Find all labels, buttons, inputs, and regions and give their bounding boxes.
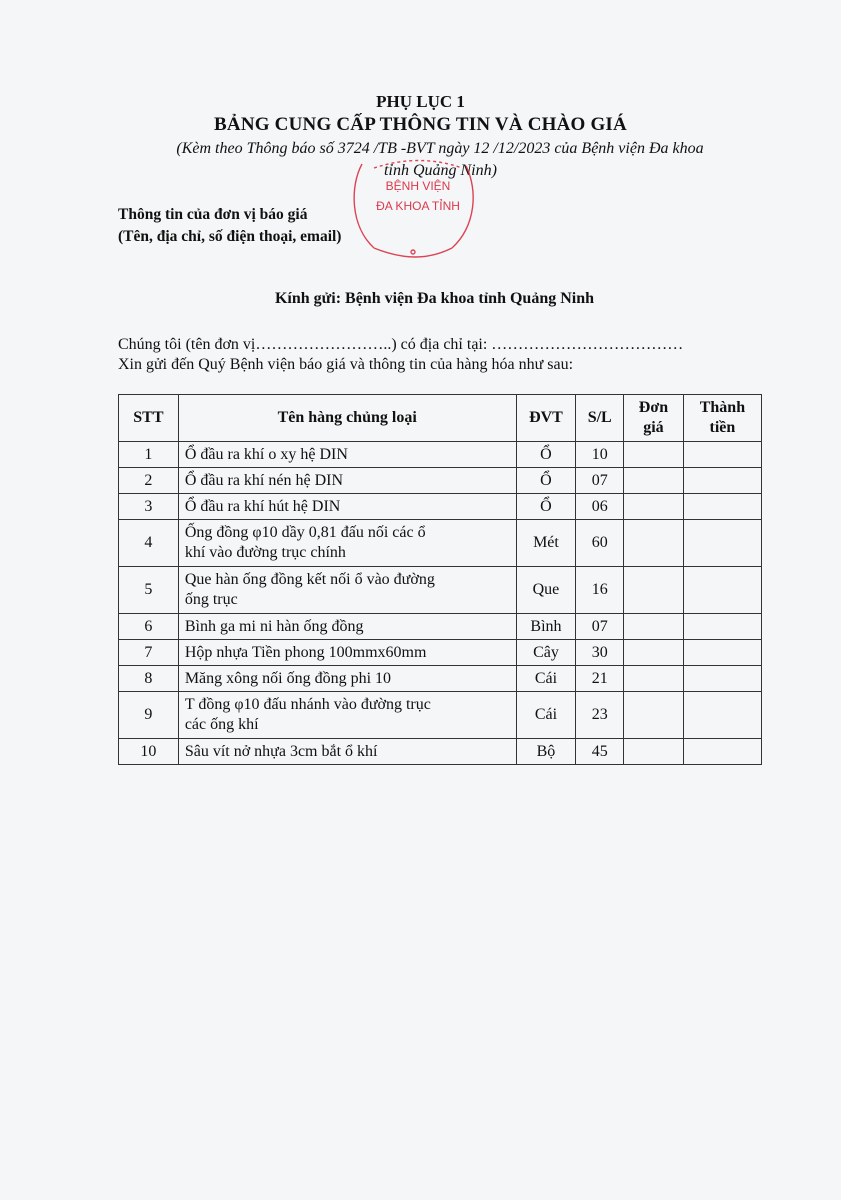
- row-name: [178, 494, 516, 520]
- header-qty: S/L: [576, 395, 624, 442]
- row-name: [178, 640, 516, 666]
- row-total[interactable]: [683, 468, 761, 494]
- row-unit-price[interactable]: [624, 468, 684, 494]
- row-name-l1: Sâu vít nở nhựa 3cm bắt ổ khí: [184, 742, 378, 760]
- intro-line-2: Xin gửi đến Quý Bệnh viện báo giá và thông tin của hàng hóa như sau:: [118, 356, 574, 373]
- row-unit-price[interactable]: [624, 692, 684, 739]
- stamp-line-1: BỆNH VIỆN: [385, 179, 451, 193]
- row-unit: Bình: [516, 614, 576, 640]
- row-name: [178, 666, 516, 692]
- row-stt: 5: [119, 567, 179, 614]
- row-qty: 06: [576, 494, 624, 520]
- row-name: [178, 692, 516, 739]
- row-unit: Ổ: [516, 494, 576, 520]
- header-unit-price-l2: giá: [643, 419, 664, 436]
- stamp-line-2: ĐA KHOA TỈNH: [376, 199, 460, 213]
- row-name-l1: Ổ đầu ra khí nén hệ DIN: [184, 471, 343, 489]
- table-row: [119, 666, 762, 692]
- row-unit-price[interactable]: [624, 442, 684, 468]
- row-total[interactable]: [683, 666, 761, 692]
- table-row: [119, 494, 762, 520]
- row-total[interactable]: [683, 520, 761, 567]
- row-name-l1: Ổ đầu ra khí o xy hệ DIN: [184, 445, 348, 463]
- row-name: [178, 614, 516, 640]
- row-name-l1: Que hàn ống đồng kết nối ổ vào đường: [184, 571, 435, 588]
- table-row: [119, 520, 762, 567]
- header-stt: STT: [119, 395, 179, 442]
- table-row: [119, 739, 762, 765]
- row-unit-price[interactable]: [624, 494, 684, 520]
- row-stt: 1: [119, 442, 179, 468]
- reference-line-1: (Kèm theo Thông báo số 3724 /TB -BVT ngày 12 /12/2023 của Bệnh viện Đa khoa: [176, 140, 704, 157]
- row-stt: 4: [119, 520, 179, 567]
- row-unit: Cái: [516, 692, 576, 739]
- table-header-row: [119, 395, 762, 442]
- appendix-label: PHỤ LỤC 1: [376, 92, 465, 111]
- table-row: [119, 614, 762, 640]
- row-name-l1: Măng xông nối ống đồng phi 10: [184, 669, 392, 687]
- row-unit: Cái: [516, 666, 576, 692]
- table-row: [119, 640, 762, 666]
- row-stt: 2: [119, 468, 179, 494]
- intro-line-1: Chúng tôi (tên đơn vị……………………..) có địa chỉ tại: ………………………………: [118, 336, 684, 353]
- row-stt: 8: [119, 666, 179, 692]
- row-stt: 9: [119, 692, 179, 739]
- row-name-l2: ống trục: [184, 591, 238, 608]
- row-stt: 10: [119, 739, 179, 765]
- row-name: [178, 567, 516, 614]
- row-name: [178, 468, 516, 494]
- row-name: [178, 442, 516, 468]
- row-name-l1: Ống đồng φ10 dầy 0,81 đấu nối các ổ: [184, 524, 426, 541]
- row-total[interactable]: [683, 692, 761, 739]
- header-total: [683, 395, 761, 442]
- row-name: [178, 520, 516, 567]
- header-unit-price: [624, 395, 684, 442]
- row-qty: 16: [576, 567, 624, 614]
- row-qty: 10: [576, 442, 624, 468]
- row-qty: 30: [576, 640, 624, 666]
- vendor-info-label: Thông tin của đơn vị báo giá: [118, 206, 308, 223]
- table-row: [119, 692, 762, 739]
- row-unit: Ổ: [516, 468, 576, 494]
- row-name-l1: Ổ đầu ra khí hút hệ DIN: [184, 497, 341, 515]
- table-row: [119, 567, 762, 614]
- row-unit: Ổ: [516, 442, 576, 468]
- row-qty: 23: [576, 692, 624, 739]
- row-total[interactable]: [683, 739, 761, 765]
- row-unit-price[interactable]: [624, 567, 684, 614]
- row-stt: 7: [119, 640, 179, 666]
- row-name: [178, 739, 516, 765]
- header-total-l1: Thành: [699, 399, 746, 416]
- row-stt: 3: [119, 494, 179, 520]
- row-qty: 60: [576, 520, 624, 567]
- row-unit: Cây: [516, 640, 576, 666]
- row-total[interactable]: [683, 614, 761, 640]
- row-qty: 45: [576, 739, 624, 765]
- header-unit: ĐVT: [516, 395, 576, 442]
- row-unit-price[interactable]: [624, 614, 684, 640]
- row-unit: Que: [516, 567, 576, 614]
- row-stt: 6: [119, 614, 179, 640]
- row-name-l1: T đồng φ10 đấu nhánh vào đường trục: [184, 696, 431, 713]
- row-unit-price[interactable]: [624, 520, 684, 567]
- row-qty: 07: [576, 614, 624, 640]
- row-unit-price[interactable]: [624, 640, 684, 666]
- row-name-l1: Hộp nhựa Tiền phong 100mmx60mm: [184, 643, 427, 661]
- row-qty: 07: [576, 468, 624, 494]
- table-row: [119, 468, 762, 494]
- row-total[interactable]: [683, 442, 761, 468]
- row-unit: Bộ: [516, 739, 576, 765]
- row-total[interactable]: [683, 567, 761, 614]
- row-name-l2: các ống khí: [184, 716, 259, 733]
- row-total[interactable]: [683, 640, 761, 666]
- quotation-table: [118, 394, 762, 765]
- header-unit-price-l1: Đơn: [638, 399, 669, 416]
- header-total-l2: tiền: [709, 419, 736, 436]
- header-name: Tên hàng chủng loại: [178, 395, 516, 442]
- row-unit: Mét: [516, 520, 576, 567]
- table-row: [119, 442, 762, 468]
- document-title: BẢNG CUNG CẤP THÔNG TIN VÀ CHÀO GIÁ: [214, 114, 627, 135]
- row-qty: 21: [576, 666, 624, 692]
- row-unit-price[interactable]: [624, 739, 684, 765]
- vendor-info-hint: (Tên, địa chỉ, số điện thoại, email): [118, 228, 342, 245]
- greeting-line: Kính gửi: Bệnh viện Đa khoa tỉnh Quảng Ninh: [274, 290, 595, 307]
- row-name-l1: Bình ga mi ni hàn ống đồng: [184, 617, 364, 635]
- row-unit-price[interactable]: [624, 666, 684, 692]
- row-name-l2: khí vào đường trục chính: [184, 544, 346, 561]
- row-total[interactable]: [683, 494, 761, 520]
- reference-line-2: tỉnh Quảng Ninh): [384, 162, 497, 179]
